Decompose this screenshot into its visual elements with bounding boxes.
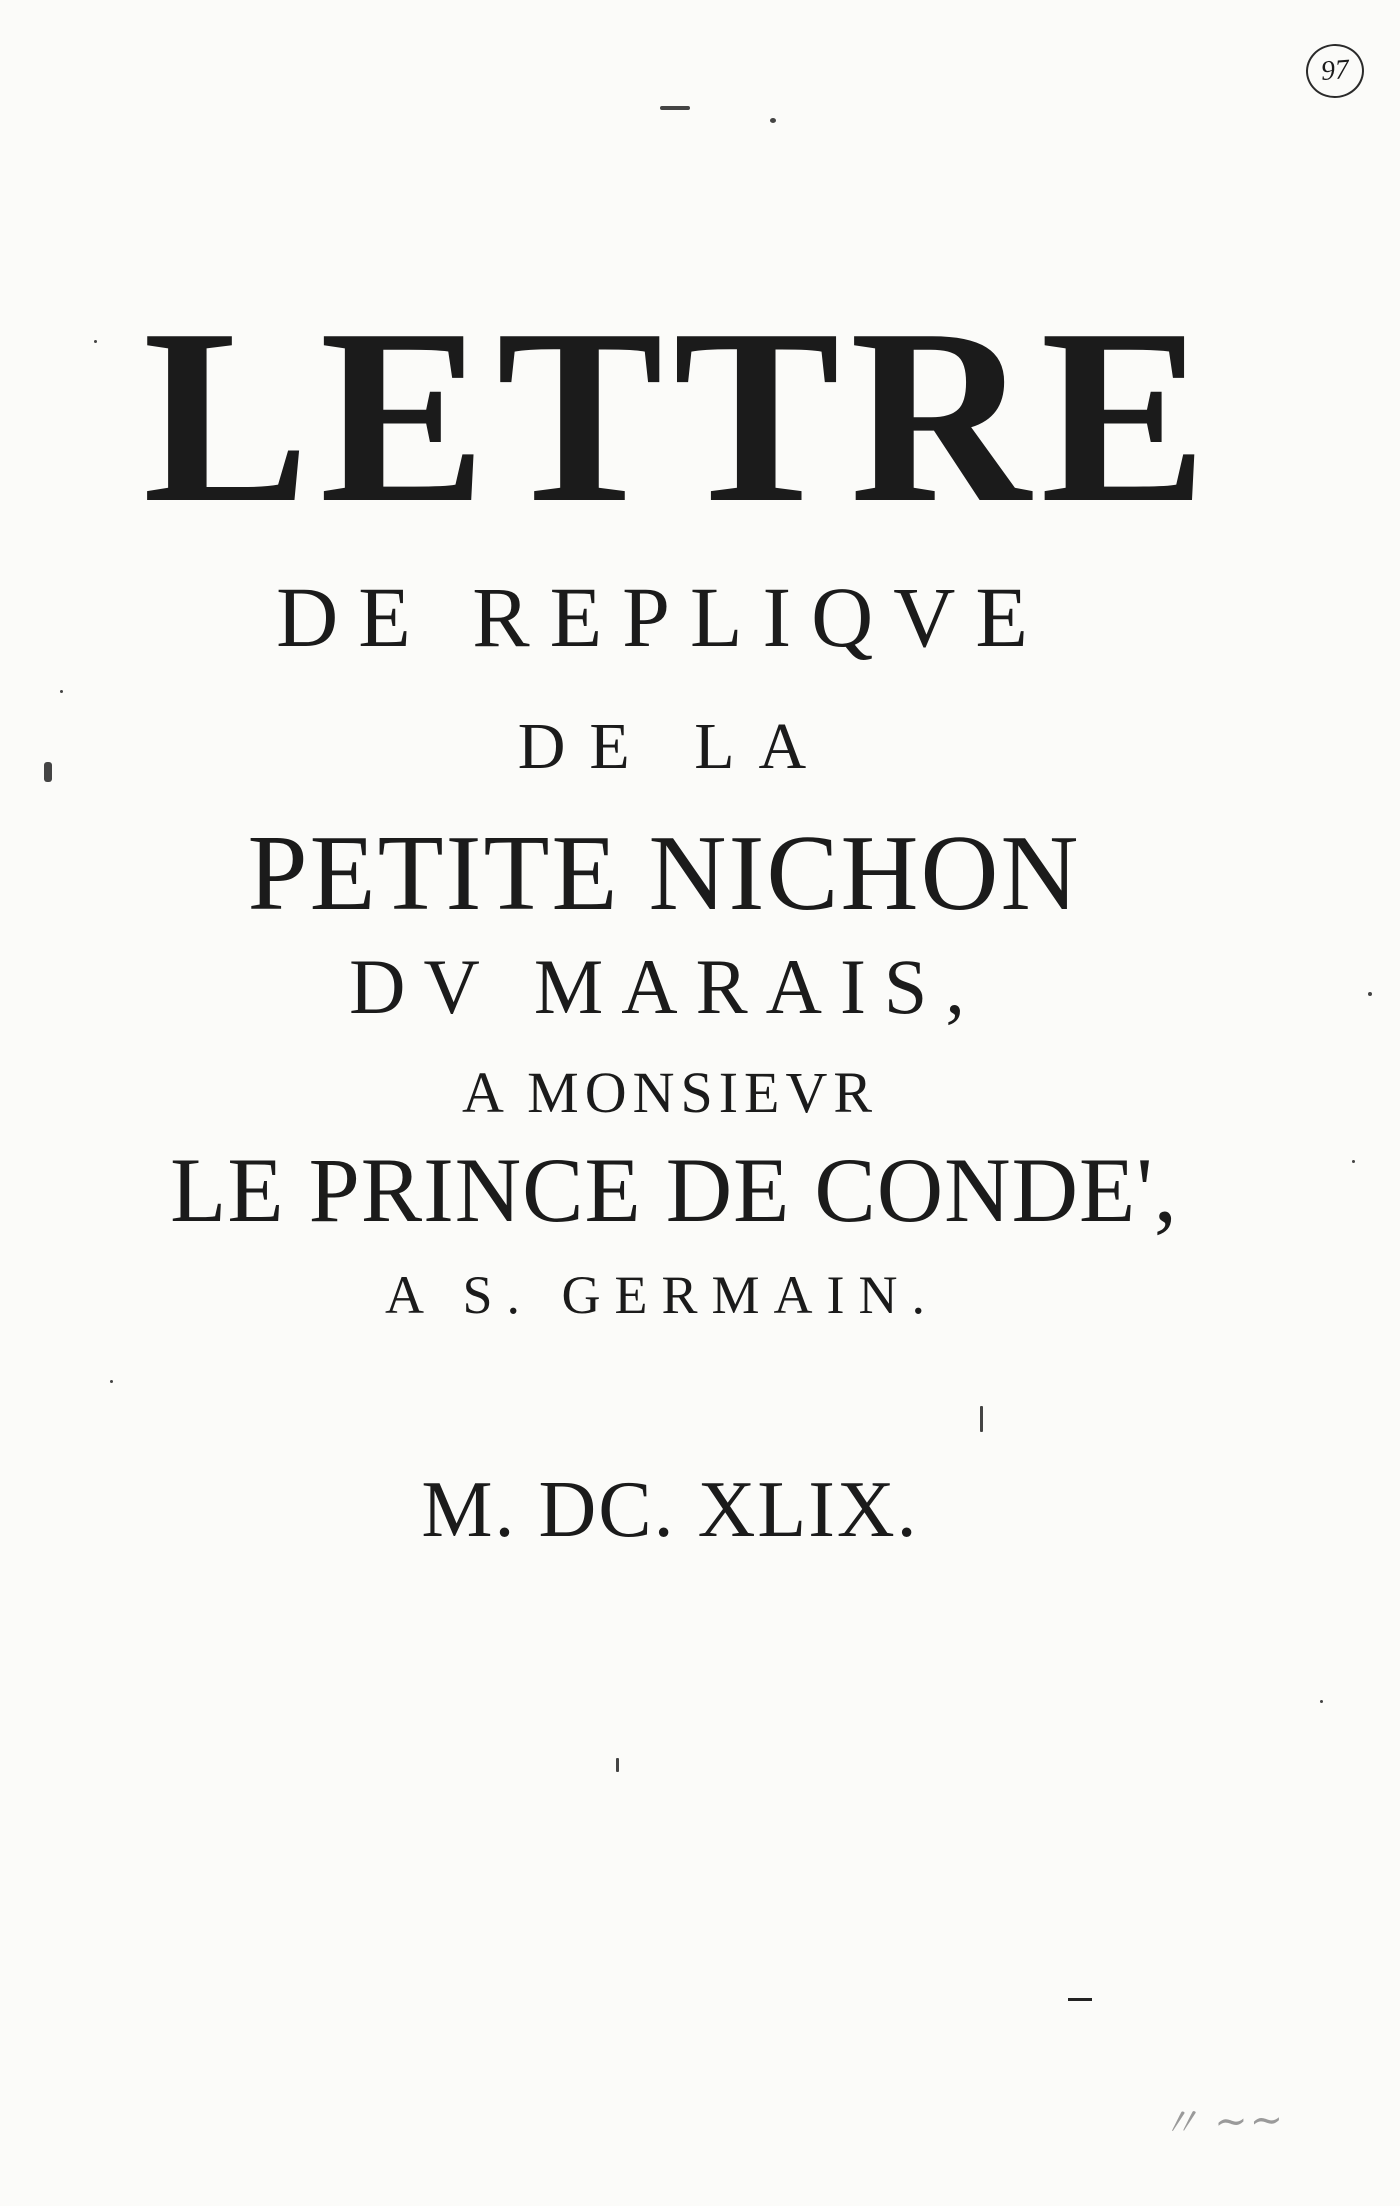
scan-speck — [1320, 1700, 1323, 1703]
title-line-petite-nichon: PETITE NICHON — [247, 814, 1081, 933]
scan-speck — [1352, 1160, 1355, 1163]
scan-speck — [660, 106, 690, 110]
folio-number: 97 — [1304, 42, 1366, 100]
scan-speck — [44, 762, 52, 782]
scan-mark — [1068, 1998, 1092, 2001]
title-line-lettre: LETTRE — [142, 278, 1218, 555]
scan-speck — [616, 1758, 619, 1772]
scan-speck — [1368, 992, 1372, 996]
publication-date: M. DC. XLIX. — [421, 1466, 919, 1554]
scan-speck — [980, 1406, 983, 1432]
title-line-du-marais: DV MARAIS, — [349, 943, 983, 1030]
title-line-de-replique: DE REPLIQVE — [276, 569, 1048, 665]
scan-speck — [770, 118, 776, 123]
title-line-a-monsieur: A MONSIEVR — [461, 1060, 879, 1125]
title-line-de-la: DE LA — [517, 710, 831, 783]
scan-speck — [94, 340, 97, 343]
title-line-a-s-germain: A S. GERMAIN. — [384, 1265, 940, 1325]
title-line-prince-de-conde: LE PRINCE DE CONDE', — [170, 1139, 1178, 1241]
faint-handwritten-mark: 〃 ∼∼ — [1159, 2096, 1286, 2147]
scan-speck — [60, 690, 63, 693]
scan-speck — [110, 1380, 113, 1383]
